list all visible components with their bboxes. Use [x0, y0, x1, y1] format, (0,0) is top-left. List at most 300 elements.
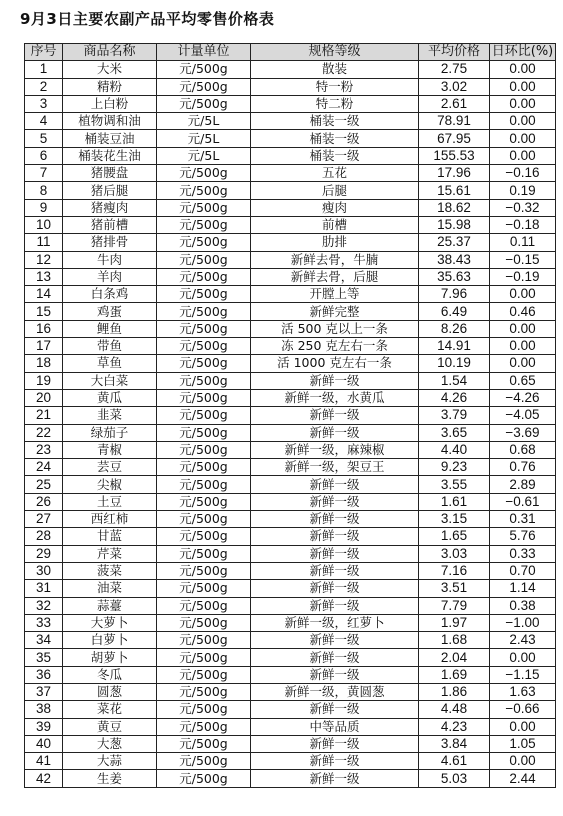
row-index-cell: 23	[25, 441, 63, 458]
grade-cell: 新鲜一级	[251, 701, 419, 718]
table-row	[25, 753, 556, 770]
price-cell: 1.86	[419, 683, 490, 700]
table-row	[25, 147, 556, 164]
table-row	[25, 545, 556, 562]
product-name-cell: 尖椒	[63, 476, 157, 493]
table-row	[25, 268, 556, 285]
product-name-cell: 羊肉	[63, 268, 157, 285]
change-cell: −0.66	[490, 701, 556, 718]
change-cell: 0.68	[490, 441, 556, 458]
unit-cell: 元/500g	[157, 580, 251, 597]
unit-cell: 元/500g	[157, 441, 251, 458]
change-cell: 0.11	[490, 234, 556, 251]
price-cell: 3.03	[419, 545, 490, 562]
change-cell: 0.00	[490, 718, 556, 735]
change-cell: −0.16	[490, 165, 556, 182]
grade-cell: 新鲜一级	[251, 649, 419, 666]
grade-cell: 桶装一级	[251, 130, 419, 147]
unit-cell: 元/500g	[157, 424, 251, 441]
table-row	[25, 234, 556, 251]
change-cell: −0.32	[490, 199, 556, 216]
table-row	[25, 286, 556, 303]
row-index-cell: 28	[25, 528, 63, 545]
change-cell: 0.65	[490, 372, 556, 389]
table-row	[25, 683, 556, 700]
row-index-cell: 26	[25, 493, 63, 510]
unit-cell: 元/500g	[157, 511, 251, 528]
grade-cell: 前槽	[251, 216, 419, 233]
row-index-cell: 41	[25, 753, 63, 770]
price-cell: 7.16	[419, 562, 490, 579]
product-name-cell: 菜花	[63, 701, 157, 718]
unit-cell: 元/5L	[157, 130, 251, 147]
row-index-cell: 30	[25, 562, 63, 579]
change-cell: −0.61	[490, 493, 556, 510]
product-name-cell: 芸豆	[63, 459, 157, 476]
row-index-cell: 9	[25, 199, 63, 216]
price-cell: 1.69	[419, 666, 490, 683]
change-cell: 0.00	[490, 78, 556, 95]
unit-cell: 元/500g	[157, 476, 251, 493]
price-cell: 4.26	[419, 389, 490, 406]
product-name-cell: 大米	[63, 61, 157, 78]
row-index-cell: 8	[25, 182, 63, 199]
change-cell: 0.00	[490, 61, 556, 78]
price-cell: 1.97	[419, 614, 490, 631]
change-cell: 0.00	[490, 649, 556, 666]
grade-cell: 桶装一级	[251, 113, 419, 130]
unit-cell: 元/500g	[157, 268, 251, 285]
product-name-cell: 芹菜	[63, 545, 157, 562]
product-name-cell: 猪排骨	[63, 234, 157, 251]
unit-cell: 元/500g	[157, 303, 251, 320]
grade-cell: 新鲜一级	[251, 562, 419, 579]
price-cell: 1.54	[419, 372, 490, 389]
price-cell: 17.96	[419, 165, 490, 182]
grade-cell: 五花	[251, 165, 419, 182]
grade-cell: 桶装一级	[251, 147, 419, 164]
unit-cell: 元/500g	[157, 493, 251, 510]
product-name-cell: 上白粉	[63, 95, 157, 112]
table-row	[25, 199, 556, 216]
product-name-cell: 带鱼	[63, 338, 157, 355]
unit-cell: 元/500g	[157, 407, 251, 424]
grade-cell: 新鲜一级	[251, 735, 419, 752]
table-row	[25, 165, 556, 182]
grade-cell: 新鲜一级	[251, 545, 419, 562]
product-name-cell: 鸡蛋	[63, 303, 157, 320]
table-row	[25, 580, 556, 597]
table-header-row	[25, 44, 556, 61]
product-name-cell: 胡萝卜	[63, 649, 157, 666]
price-cell: 4.23	[419, 718, 490, 735]
product-name-cell: 大蒜	[63, 753, 157, 770]
grade-cell: 新鲜一级	[251, 476, 419, 493]
grade-cell: 冻 250 克左右一条	[251, 338, 419, 355]
price-cell: 3.55	[419, 476, 490, 493]
price-cell: 67.95	[419, 130, 490, 147]
change-cell: 0.00	[490, 130, 556, 147]
product-name-cell: 猪后腿	[63, 182, 157, 199]
change-cell: 0.33	[490, 545, 556, 562]
change-cell: −4.05	[490, 407, 556, 424]
change-cell: −0.18	[490, 216, 556, 233]
grade-cell: 后腿	[251, 182, 419, 199]
unit-cell: 元/5L	[157, 147, 251, 164]
price-cell: 5.03	[419, 770, 490, 787]
row-index-cell: 31	[25, 580, 63, 597]
change-cell: −0.15	[490, 251, 556, 268]
unit-cell: 元/500g	[157, 649, 251, 666]
price-cell: 1.68	[419, 632, 490, 649]
table-row	[25, 61, 556, 78]
table-row	[25, 614, 556, 631]
table-row	[25, 701, 556, 718]
row-index-cell: 25	[25, 476, 63, 493]
product-name-cell: 桶装花生油	[63, 147, 157, 164]
grade-cell: 新鲜一级	[251, 407, 419, 424]
change-cell: 0.00	[490, 113, 556, 130]
grade-cell: 新鲜一级	[251, 372, 419, 389]
change-cell: 0.31	[490, 511, 556, 528]
grade-cell: 新鲜去骨，后腿	[251, 268, 419, 285]
unit-cell: 元/500g	[157, 199, 251, 216]
product-name-cell: 冬瓜	[63, 666, 157, 683]
row-index-cell: 27	[25, 511, 63, 528]
header-daily-change: 日环比(%)	[490, 44, 556, 61]
unit-cell: 元/500g	[157, 234, 251, 251]
row-index-cell: 7	[25, 165, 63, 182]
price-cell: 3.15	[419, 511, 490, 528]
price-cell: 15.98	[419, 216, 490, 233]
grade-cell: 新鲜一级，红萝卜	[251, 614, 419, 631]
table-row	[25, 666, 556, 683]
table-row	[25, 476, 556, 493]
table-row	[25, 770, 556, 787]
change-cell: 0.46	[490, 303, 556, 320]
price-cell: 38.43	[419, 251, 490, 268]
table-row	[25, 528, 556, 545]
grade-cell: 新鲜去骨，牛腩	[251, 251, 419, 268]
grade-cell: 新鲜一级	[251, 666, 419, 683]
row-index-cell: 20	[25, 389, 63, 406]
grade-cell: 特一粉	[251, 78, 419, 95]
grade-cell: 新鲜一级	[251, 632, 419, 649]
table-row	[25, 182, 556, 199]
row-index-cell: 5	[25, 130, 63, 147]
price-cell: 25.37	[419, 234, 490, 251]
grade-cell: 新鲜一级，架豆王	[251, 459, 419, 476]
row-index-cell: 42	[25, 770, 63, 787]
row-index-cell: 24	[25, 459, 63, 476]
change-cell: 5.76	[490, 528, 556, 545]
change-cell: −0.19	[490, 268, 556, 285]
product-name-cell: 菠菜	[63, 562, 157, 579]
grade-cell: 新鲜一级，麻辣椒	[251, 441, 419, 458]
unit-cell: 元/500g	[157, 216, 251, 233]
change-cell: 0.00	[490, 355, 556, 372]
price-cell: 2.75	[419, 61, 490, 78]
change-cell: 0.00	[490, 286, 556, 303]
product-name-cell: 黄瓜	[63, 389, 157, 406]
change-cell: 0.00	[490, 753, 556, 770]
product-name-cell: 青椒	[63, 441, 157, 458]
price-cell: 8.26	[419, 320, 490, 337]
product-name-cell: 甘蓝	[63, 528, 157, 545]
price-cell: 78.91	[419, 113, 490, 130]
row-index-cell: 18	[25, 355, 63, 372]
table-row	[25, 95, 556, 112]
product-name-cell: 西红柿	[63, 511, 157, 528]
table-row	[25, 389, 556, 406]
unit-cell: 元/500g	[157, 701, 251, 718]
grade-cell: 瘦肉	[251, 199, 419, 216]
row-index-cell: 36	[25, 666, 63, 683]
product-name-cell: 植物调和油	[63, 113, 157, 130]
row-index-cell: 1	[25, 61, 63, 78]
product-name-cell: 鲤鱼	[63, 320, 157, 337]
unit-cell: 元/500g	[157, 528, 251, 545]
product-name-cell: 白条鸡	[63, 286, 157, 303]
product-name-cell: 圆葱	[63, 683, 157, 700]
product-name-cell: 牛肉	[63, 251, 157, 268]
product-name-cell: 桶装豆油	[63, 130, 157, 147]
product-name-cell: 大白菜	[63, 372, 157, 389]
price-cell: 9.23	[419, 459, 490, 476]
product-name-cell: 油菜	[63, 580, 157, 597]
price-cell: 2.61	[419, 95, 490, 112]
product-name-cell: 大萝卜	[63, 614, 157, 631]
grade-cell: 散装	[251, 61, 419, 78]
unit-cell: 元/500g	[157, 597, 251, 614]
unit-cell: 元/500g	[157, 286, 251, 303]
header-average-price: 平均价格	[419, 44, 490, 61]
row-index-cell: 21	[25, 407, 63, 424]
change-cell: −4.26	[490, 389, 556, 406]
row-index-cell: 35	[25, 649, 63, 666]
change-cell: 0.38	[490, 597, 556, 614]
product-name-cell: 大葱	[63, 735, 157, 752]
table-body	[25, 61, 556, 787]
unit-cell: 元/500g	[157, 753, 251, 770]
row-index-cell: 39	[25, 718, 63, 735]
grade-cell: 新鲜一级	[251, 493, 419, 510]
unit-cell: 元/500g	[157, 355, 251, 372]
unit-cell: 元/500g	[157, 338, 251, 355]
price-cell: 3.84	[419, 735, 490, 752]
table-row	[25, 562, 556, 579]
row-index-cell: 11	[25, 234, 63, 251]
grade-cell: 肋排	[251, 234, 419, 251]
header-product-name: 商品名称	[63, 44, 157, 61]
grade-cell: 新鲜一级，水黄瓜	[251, 389, 419, 406]
grade-cell: 新鲜一级	[251, 424, 419, 441]
table-row	[25, 718, 556, 735]
row-index-cell: 17	[25, 338, 63, 355]
change-cell: −3.69	[490, 424, 556, 441]
price-cell: 4.48	[419, 701, 490, 718]
price-cell: 35.63	[419, 268, 490, 285]
unit-cell: 元/500g	[157, 562, 251, 579]
table-row	[25, 372, 556, 389]
unit-cell: 元/500g	[157, 666, 251, 683]
row-index-cell: 19	[25, 372, 63, 389]
row-index-cell: 15	[25, 303, 63, 320]
unit-cell: 元/500g	[157, 545, 251, 562]
row-index-cell: 6	[25, 147, 63, 164]
row-index-cell: 33	[25, 614, 63, 631]
row-index-cell: 10	[25, 216, 63, 233]
table-row	[25, 78, 556, 95]
page-title: 9月3日主要农副产品平均零售价格表	[20, 10, 275, 28]
unit-cell: 元/500g	[157, 614, 251, 631]
table-row	[25, 320, 556, 337]
grade-cell: 新鲜一级	[251, 753, 419, 770]
price-cell: 3.79	[419, 407, 490, 424]
header-unit: 计量单位	[157, 44, 251, 61]
row-index-cell: 2	[25, 78, 63, 95]
table-row	[25, 649, 556, 666]
change-cell: 0.70	[490, 562, 556, 579]
product-name-cell: 精粉	[63, 78, 157, 95]
row-index-cell: 37	[25, 683, 63, 700]
change-cell: 0.76	[490, 459, 556, 476]
price-cell: 3.02	[419, 78, 490, 95]
price-cell: 4.61	[419, 753, 490, 770]
product-name-cell: 韭菜	[63, 407, 157, 424]
table-row	[25, 735, 556, 752]
row-index-cell: 38	[25, 701, 63, 718]
row-index-cell: 14	[25, 286, 63, 303]
change-cell: 2.43	[490, 632, 556, 649]
grade-cell: 活 1000 克左右一条	[251, 355, 419, 372]
unit-cell: 元/500g	[157, 78, 251, 95]
product-name-cell: 土豆	[63, 493, 157, 510]
row-index-cell: 12	[25, 251, 63, 268]
price-cell: 7.79	[419, 597, 490, 614]
row-index-cell: 13	[25, 268, 63, 285]
change-cell: 0.00	[490, 338, 556, 355]
product-name-cell: 绿茄子	[63, 424, 157, 441]
change-cell: 1.05	[490, 735, 556, 752]
price-cell: 15.61	[419, 182, 490, 199]
price-cell: 6.49	[419, 303, 490, 320]
change-cell: 0.19	[490, 182, 556, 199]
unit-cell: 元/500g	[157, 61, 251, 78]
unit-cell: 元/500g	[157, 95, 251, 112]
change-cell: 0.00	[490, 147, 556, 164]
unit-cell: 元/500g	[157, 389, 251, 406]
row-index-cell: 34	[25, 632, 63, 649]
unit-cell: 元/500g	[157, 718, 251, 735]
unit-cell: 元/500g	[157, 459, 251, 476]
table-row	[25, 113, 556, 130]
price-cell: 1.65	[419, 528, 490, 545]
grade-cell: 中等品质	[251, 718, 419, 735]
table-row	[25, 338, 556, 355]
product-name-cell: 草鱼	[63, 355, 157, 372]
grade-cell: 新鲜一级	[251, 597, 419, 614]
price-cell: 18.62	[419, 199, 490, 216]
price-cell: 14.91	[419, 338, 490, 355]
change-cell: 2.89	[490, 476, 556, 493]
unit-cell: 元/500g	[157, 165, 251, 182]
product-name-cell: 猪瘦肉	[63, 199, 157, 216]
price-cell: 2.04	[419, 649, 490, 666]
grade-cell: 新鲜一级	[251, 511, 419, 528]
unit-cell: 元/500g	[157, 683, 251, 700]
change-cell: −1.15	[490, 666, 556, 683]
table-row	[25, 216, 556, 233]
change-cell: 0.00	[490, 95, 556, 112]
row-index-cell: 40	[25, 735, 63, 752]
product-name-cell: 蒜薹	[63, 597, 157, 614]
price-cell: 1.61	[419, 493, 490, 510]
unit-cell: 元/5L	[157, 113, 251, 130]
product-name-cell: 白萝卜	[63, 632, 157, 649]
change-cell: 0.00	[490, 320, 556, 337]
price-cell: 10.19	[419, 355, 490, 372]
grade-cell: 开膛上等	[251, 286, 419, 303]
product-name-cell: 猪腰盘	[63, 165, 157, 182]
product-name-cell: 生姜	[63, 770, 157, 787]
header-index: 序号	[25, 44, 63, 61]
product-name-cell: 黄豆	[63, 718, 157, 735]
price-cell: 4.40	[419, 441, 490, 458]
row-index-cell: 22	[25, 424, 63, 441]
price-table	[24, 43, 556, 788]
unit-cell: 元/500g	[157, 372, 251, 389]
row-index-cell: 32	[25, 597, 63, 614]
change-cell: 1.14	[490, 580, 556, 597]
table-row	[25, 459, 556, 476]
grade-cell: 新鲜一级	[251, 770, 419, 787]
table-row	[25, 511, 556, 528]
unit-cell: 元/500g	[157, 320, 251, 337]
grade-cell: 新鲜一级	[251, 580, 419, 597]
change-cell: 2.44	[490, 770, 556, 787]
table-row	[25, 441, 556, 458]
price-cell: 7.96	[419, 286, 490, 303]
unit-cell: 元/500g	[157, 182, 251, 199]
table-row	[25, 597, 556, 614]
grade-cell: 新鲜一级	[251, 528, 419, 545]
unit-cell: 元/500g	[157, 632, 251, 649]
table-row	[25, 303, 556, 320]
grade-cell: 活 500 克以上一条	[251, 320, 419, 337]
change-cell: 1.63	[490, 683, 556, 700]
unit-cell: 元/500g	[157, 251, 251, 268]
price-cell: 155.53	[419, 147, 490, 164]
grade-cell: 新鲜完整	[251, 303, 419, 320]
unit-cell: 元/500g	[157, 735, 251, 752]
table-row	[25, 493, 556, 510]
row-index-cell: 4	[25, 113, 63, 130]
row-index-cell: 16	[25, 320, 63, 337]
change-cell: −1.00	[490, 614, 556, 631]
table-row	[25, 355, 556, 372]
table-row	[25, 424, 556, 441]
table-row	[25, 407, 556, 424]
header-grade: 规格等级	[251, 44, 419, 61]
grade-cell: 新鲜一级，黄圆葱	[251, 683, 419, 700]
table-row	[25, 130, 556, 147]
price-cell: 3.51	[419, 580, 490, 597]
table-row	[25, 632, 556, 649]
price-cell: 3.65	[419, 424, 490, 441]
row-index-cell: 29	[25, 545, 63, 562]
grade-cell: 特二粉	[251, 95, 419, 112]
